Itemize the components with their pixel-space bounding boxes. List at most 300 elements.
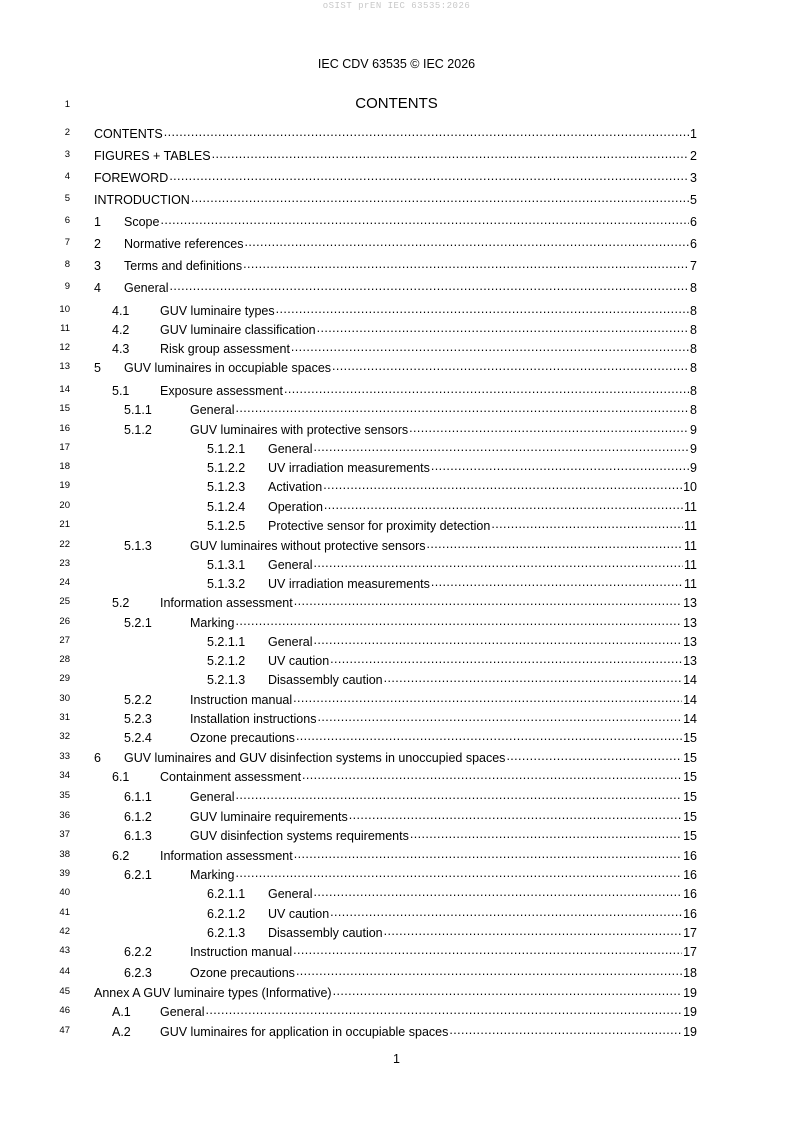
toc-entry[interactable] — [112, 381, 697, 400]
section-title: GUV luminaires for application in occupiable spaces — [160, 1025, 449, 1039]
page-title: CONTENTS — [355, 95, 438, 112]
line-number: 44 — [59, 966, 70, 977]
section-number: 5.2.1.1 — [207, 635, 246, 649]
dot-leader — [243, 256, 689, 270]
section-number: 4.1 — [112, 304, 130, 318]
toc-entry[interactable] — [94, 168, 697, 187]
line-number: 41 — [59, 907, 70, 918]
section-number: 5.1.2.3 — [207, 480, 246, 494]
toc-row — [0, 381, 793, 400]
toc-entry[interactable] — [124, 400, 697, 419]
dot-leader — [235, 787, 682, 801]
page-reference: 8 — [690, 361, 697, 375]
section-title: Containment assessment — [160, 770, 302, 784]
section-title: General — [268, 887, 313, 901]
section-number: 6.2.1.3 — [207, 926, 246, 940]
section-number: A.1 — [112, 1005, 131, 1019]
section-title: General — [190, 403, 235, 417]
section-title: Operation — [268, 500, 323, 514]
toc-entry[interactable] — [207, 574, 697, 593]
dot-leader — [296, 963, 682, 977]
section-title: Information assessment — [160, 849, 293, 863]
dot-leader — [313, 884, 682, 898]
toc-row — [0, 593, 793, 612]
dot-leader — [212, 146, 689, 160]
page-reference: 5 — [690, 193, 697, 207]
page-reference: 13 — [683, 654, 697, 668]
toc-row — [0, 846, 793, 865]
page-reference: 9 — [690, 442, 697, 456]
toc-entry[interactable] — [94, 278, 697, 297]
toc-entry[interactable] — [124, 826, 697, 845]
page-reference: 2 — [690, 149, 697, 163]
page-reference: 1 — [690, 127, 697, 141]
page-reference: 8 — [690, 323, 697, 337]
section-title: GUV luminaire requirements — [190, 810, 348, 824]
toc-entry[interactable] — [112, 301, 697, 320]
toc-row — [0, 884, 793, 903]
section-number: 1 — [94, 215, 101, 229]
line-number: 31 — [59, 712, 70, 723]
toc-row — [0, 320, 793, 339]
section-number: 6.2.1.1 — [207, 887, 246, 901]
toc-row — [0, 555, 793, 574]
toc-entry[interactable] — [207, 477, 697, 496]
toc-row — [0, 923, 793, 942]
toc-row — [0, 728, 793, 747]
page-reference: 19 — [683, 1025, 697, 1039]
dot-leader — [506, 748, 682, 762]
toc-entry[interactable] — [112, 846, 697, 865]
toc-row — [0, 865, 793, 884]
dot-leader — [384, 923, 682, 937]
section-title: GUV luminaires and GUV disinfection systems in unoccupied spaces — [124, 751, 506, 765]
page-reference: 9 — [690, 461, 697, 475]
toc-row — [0, 212, 793, 231]
section-title: UV irradiation measurements — [268, 577, 430, 591]
section-number: 5.2.1.3 — [207, 673, 246, 687]
toc-row — [0, 904, 793, 923]
toc-row — [0, 234, 793, 253]
toc-entry[interactable] — [94, 234, 697, 253]
toc-row — [0, 748, 793, 767]
line-number: 26 — [59, 616, 70, 627]
section-number: 5.1.3 — [124, 539, 152, 553]
toc-entry[interactable] — [124, 536, 697, 555]
toc-entry[interactable] — [207, 670, 697, 689]
page-reference: 14 — [683, 712, 697, 726]
dot-leader — [164, 124, 689, 138]
toc-row — [0, 787, 793, 806]
dot-leader — [294, 593, 682, 607]
toc-row — [0, 983, 793, 1002]
toc-entry[interactable] — [94, 190, 697, 209]
dot-leader — [293, 690, 682, 704]
toc-entry[interactable] — [124, 807, 697, 826]
page-reference: 19 — [683, 1005, 697, 1019]
toc-entry[interactable] — [94, 358, 697, 377]
section-number: 6.2.3 — [124, 966, 152, 980]
section-number: 6.1.2 — [124, 810, 152, 824]
toc-entry[interactable] — [112, 339, 697, 358]
line-number: 34 — [59, 770, 70, 781]
page-reference: 7 — [690, 259, 697, 273]
section-title: FOREWORD — [94, 171, 169, 185]
line-number: 40 — [59, 887, 70, 898]
line-number: 30 — [59, 693, 70, 704]
section-title: GUV luminaires in occupiable spaces — [124, 361, 332, 375]
section-title: Protective sensor for proximity detection — [268, 519, 491, 533]
line-number: 10 — [59, 304, 70, 315]
line-number: 35 — [59, 790, 70, 801]
section-title: Annex A GUV luminaire types (Informative) — [94, 986, 332, 1000]
page-reference: 8 — [690, 403, 697, 417]
line-number: 42 — [59, 926, 70, 937]
line-number: 11 — [60, 323, 70, 334]
page-reference: 13 — [683, 596, 697, 610]
section-number: A.2 — [112, 1025, 131, 1039]
dot-leader — [169, 168, 689, 182]
section-title: Exposure assessment — [160, 384, 283, 398]
section-title: General — [160, 1005, 205, 1019]
page-reference: 15 — [683, 790, 697, 804]
toc-entry[interactable] — [124, 787, 697, 806]
toc-row — [0, 826, 793, 845]
page-reference: 8 — [690, 384, 697, 398]
section-number: 4.2 — [112, 323, 130, 337]
dot-leader — [235, 613, 682, 627]
page-reference: 10 — [683, 480, 697, 494]
line-number: 18 — [59, 461, 70, 472]
toc-entry[interactable] — [112, 1022, 697, 1041]
page-reference: 13 — [683, 616, 697, 630]
toc-row — [0, 400, 793, 419]
toc-row — [0, 942, 793, 961]
dot-leader — [349, 807, 682, 821]
toc-entry[interactable] — [207, 651, 697, 670]
section-number: 5.2 — [112, 596, 130, 610]
line-number: 23 — [59, 558, 70, 569]
toc-row — [0, 963, 793, 982]
section-number: 5.1.2.1 — [207, 442, 246, 456]
section-title: General — [190, 790, 235, 804]
line-number: 12 — [59, 342, 70, 353]
page-reference: 17 — [683, 926, 697, 940]
toc-entry[interactable] — [112, 320, 697, 339]
dot-leader — [317, 320, 689, 334]
dot-leader — [160, 212, 689, 226]
toc-row — [0, 458, 793, 477]
section-title: Normative references — [124, 237, 244, 251]
section-title: Terms and definitions — [124, 259, 243, 273]
dot-leader — [431, 458, 689, 472]
section-title: INTRODUCTION — [94, 193, 190, 207]
toc-entry[interactable] — [124, 613, 697, 632]
section-title: CONTENTS — [94, 127, 163, 141]
line-number: 20 — [59, 500, 70, 511]
toc-entry[interactable] — [207, 632, 697, 651]
line-number: 19 — [59, 480, 70, 491]
page-reference: 17 — [683, 945, 697, 959]
line-number: 7 — [64, 237, 70, 248]
section-number: 5 — [94, 361, 101, 375]
dot-leader — [491, 516, 683, 530]
toc-entry[interactable] — [207, 923, 697, 942]
section-number: 5.1.2.4 — [207, 500, 246, 514]
toc-row — [0, 613, 793, 632]
toc-entry[interactable] — [124, 942, 697, 961]
section-title: Information assessment — [160, 596, 293, 610]
dot-leader — [317, 709, 682, 723]
dot-leader — [169, 278, 689, 292]
line-number: 14 — [59, 384, 70, 395]
page-header: IEC CDV 63535 © IEC 2026 — [317, 57, 476, 71]
section-number: 6.1.1 — [124, 790, 152, 804]
section-title: Ozone precautions — [190, 731, 295, 745]
toc-row — [0, 477, 793, 496]
toc-entry[interactable] — [112, 767, 697, 786]
section-number: 5.1.2.2 — [207, 461, 246, 475]
dot-leader — [245, 234, 690, 248]
dot-leader — [333, 983, 682, 997]
section-title: General — [268, 558, 313, 572]
section-title: Risk group assessment — [160, 342, 290, 356]
section-title: UV caution — [268, 654, 330, 668]
page-reference: 11 — [684, 500, 697, 514]
line-number: 6 — [64, 215, 70, 226]
line-number: 36 — [59, 810, 70, 821]
page-reference: 16 — [683, 887, 697, 901]
toc-entry[interactable] — [124, 709, 697, 728]
toc-row — [0, 439, 793, 458]
section-number: 3 — [94, 259, 101, 273]
dot-leader — [302, 767, 682, 781]
page-reference: 14 — [683, 693, 697, 707]
section-number: 5.2.1 — [124, 616, 152, 630]
line-number: 4 — [64, 171, 70, 182]
dot-leader — [323, 477, 682, 491]
line-number: 13 — [59, 361, 70, 372]
line-number: 39 — [59, 868, 70, 879]
page-reference: 16 — [683, 868, 697, 882]
line-number: 29 — [59, 673, 70, 684]
section-number: 6.1 — [112, 770, 130, 784]
page-reference: 11 — [684, 577, 697, 591]
toc-entry[interactable] — [94, 212, 697, 231]
line-number: 28 — [59, 654, 70, 665]
line-number: 21 — [59, 519, 70, 530]
section-number: 5.2.3 — [124, 712, 152, 726]
page-reference: 15 — [683, 731, 697, 745]
section-number: 6 — [94, 751, 101, 765]
dot-leader — [449, 1022, 682, 1036]
line-number: 22 — [59, 539, 70, 550]
section-number: 6.2 — [112, 849, 130, 863]
section-title: Installation instructions — [190, 712, 317, 726]
line-number: 43 — [59, 945, 70, 956]
toc-row — [0, 536, 793, 555]
section-title: Disassembly caution — [268, 673, 383, 687]
toc-entry[interactable] — [94, 983, 697, 1002]
dot-leader — [324, 497, 683, 511]
page-reference: 6 — [690, 215, 697, 229]
toc-entry[interactable] — [207, 904, 697, 923]
line-number: 5 — [64, 193, 70, 204]
line-number: 16 — [59, 423, 70, 434]
toc-entry[interactable] — [207, 439, 697, 458]
line-number: 25 — [59, 596, 70, 607]
section-title: Ozone precautions — [190, 966, 295, 980]
section-title: GUV luminaires with protective sensors — [190, 423, 409, 437]
dot-leader — [205, 1002, 682, 1016]
section-title: Activation — [268, 480, 323, 494]
section-title: UV caution — [268, 907, 330, 921]
section-title: General — [124, 281, 169, 295]
toc-row — [0, 1022, 793, 1041]
watermark: oSIST prEN IEC 63535:2026 — [322, 1, 471, 11]
line-number: 17 — [59, 442, 70, 453]
line-number: 32 — [59, 731, 70, 742]
toc-row — [0, 358, 793, 377]
section-title: General — [268, 442, 313, 456]
section-number: 5.1.2.5 — [207, 519, 246, 533]
toc-row — [0, 146, 793, 165]
page-reference: 11 — [684, 539, 697, 553]
page-reference: 19 — [683, 986, 697, 1000]
page-reference: 3 — [690, 171, 697, 185]
section-number: 5.1.1 — [124, 403, 152, 417]
toc-row — [0, 497, 793, 516]
line-number: 37 — [59, 829, 70, 840]
dot-leader — [276, 301, 689, 315]
toc-row — [0, 690, 793, 709]
section-title: Marking — [190, 616, 235, 630]
page-reference: 6 — [690, 237, 697, 251]
page-reference: 13 — [683, 635, 697, 649]
dot-leader — [330, 904, 682, 918]
dot-leader — [235, 865, 682, 879]
toc-row — [0, 190, 793, 209]
dot-leader — [410, 826, 682, 840]
page-reference: 16 — [683, 849, 697, 863]
toc-row — [0, 670, 793, 689]
dot-leader — [332, 358, 689, 372]
section-number: 6.2.2 — [124, 945, 152, 959]
section-title: GUV luminaires without protective sensors — [190, 539, 426, 553]
toc-row — [0, 168, 793, 187]
section-number: 5.2.2 — [124, 693, 152, 707]
line-number: 45 — [59, 986, 70, 997]
toc-entry[interactable] — [94, 256, 697, 275]
page-reference: 8 — [690, 304, 697, 318]
toc-row — [0, 632, 793, 651]
toc-entry[interactable] — [124, 728, 697, 747]
toc-entry[interactable] — [124, 690, 697, 709]
toc-entry[interactable] — [124, 963, 697, 982]
dot-leader — [313, 555, 683, 569]
line-number: 24 — [59, 577, 70, 588]
section-number: 6.2.1.2 — [207, 907, 246, 921]
dot-leader — [294, 846, 682, 860]
line-number: 47 — [59, 1025, 70, 1036]
toc-row — [0, 124, 793, 143]
section-title: Disassembly caution — [268, 926, 383, 940]
toc-entry[interactable] — [94, 748, 697, 767]
dot-leader — [191, 190, 689, 204]
toc-entry[interactable] — [207, 458, 697, 477]
page-reference: 15 — [683, 751, 697, 765]
section-title: GUV luminaire types — [160, 304, 275, 318]
toc-entry[interactable] — [207, 884, 697, 903]
toc-row — [0, 516, 793, 535]
toc-row — [0, 256, 793, 275]
toc-entry[interactable] — [112, 1002, 697, 1021]
dot-leader — [235, 400, 689, 414]
toc-entry[interactable] — [207, 555, 697, 574]
page-reference: 18 — [683, 966, 697, 980]
page-reference: 9 — [690, 423, 697, 437]
toc-row — [0, 1002, 793, 1021]
page-reference: 15 — [683, 829, 697, 843]
page-reference: 11 — [684, 558, 697, 572]
line-number: 38 — [59, 849, 70, 860]
toc-row — [0, 767, 793, 786]
toc-entry[interactable] — [124, 865, 697, 884]
page-reference: 15 — [683, 810, 697, 824]
section-number: 5.2.1.2 — [207, 654, 246, 668]
section-number: 4 — [94, 281, 101, 295]
section-title: Instruction manual — [190, 693, 293, 707]
toc-entry[interactable] — [207, 516, 697, 535]
dot-leader — [293, 942, 682, 956]
section-number: 5.1 — [112, 384, 130, 398]
section-title: UV irradiation measurements — [268, 461, 430, 475]
dot-leader — [409, 420, 689, 434]
toc-row — [0, 574, 793, 593]
line-number: 33 — [59, 751, 70, 762]
section-title: Instruction manual — [190, 945, 293, 959]
page-number: 1 — [393, 1052, 400, 1066]
toc-entry[interactable] — [207, 497, 697, 516]
dot-leader — [427, 536, 684, 550]
toc-entry[interactable] — [94, 146, 697, 165]
page-reference: 16 — [683, 907, 697, 921]
section-number: 2 — [94, 237, 101, 251]
page-reference: 15 — [683, 770, 697, 784]
toc-entry[interactable] — [112, 593, 697, 612]
section-number: 6.1.3 — [124, 829, 152, 843]
dot-leader — [284, 381, 689, 395]
line-number: 46 — [59, 1005, 70, 1016]
section-number: 5.1.3.1 — [207, 558, 246, 572]
dot-leader — [313, 439, 689, 453]
line-number: 2 — [64, 127, 70, 138]
section-number: 5.1.3.2 — [207, 577, 246, 591]
dot-leader — [291, 339, 689, 353]
title-line — [0, 95, 793, 115]
toc-entry[interactable] — [124, 420, 697, 439]
line-number: 1 — [64, 99, 70, 110]
dot-leader — [384, 670, 682, 684]
toc-row — [0, 278, 793, 297]
section-title: GUV luminaire classification — [160, 323, 316, 337]
dot-leader — [330, 651, 682, 665]
section-title: FIGURES + TABLES — [94, 149, 211, 163]
dot-leader — [431, 574, 683, 588]
section-number: 5.1.2 — [124, 423, 152, 437]
toc-entry[interactable] — [94, 124, 697, 143]
line-number: 3 — [64, 149, 70, 160]
